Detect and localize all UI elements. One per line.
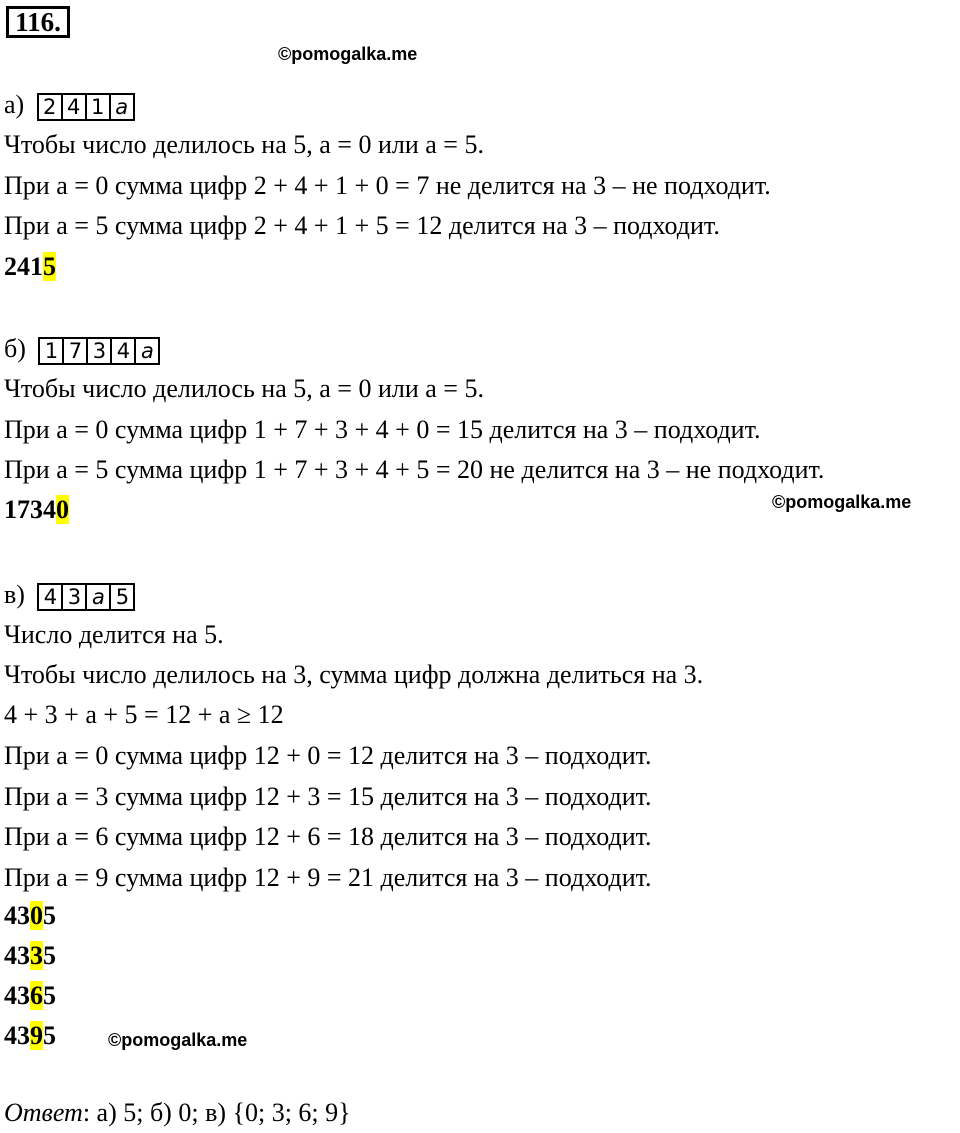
final-answer-label: Ответ — [4, 1098, 83, 1127]
part-c-line: При a = 0 сумма цифр 12 + 0 = 12 делится на 3 – подходит. — [4, 741, 652, 770]
digit-box: 2 — [37, 93, 63, 121]
part-c-line: При a = 9 сумма цифр 12 + 9 = 21 делится на 3 – подходит. — [4, 863, 652, 892]
part-c-answer: 4365 — [4, 981, 56, 1010]
part-c-digit-boxes — [37, 583, 133, 611]
digit-box: 4 — [37, 583, 63, 611]
digit-box: 7 — [62, 337, 88, 365]
part-c-line: Чтобы число делилось на 3, сумма цифр должна делиться на 3. — [4, 660, 704, 689]
digit-box: 3 — [86, 337, 112, 365]
final-answer-text: : а) 5; б) 0; в) {0; 3; 6; 9} — [82, 1098, 351, 1127]
digit-box: 4 — [61, 93, 87, 121]
part-c-line: При a = 6 сумма цифр 12 + 6 = 18 делится на 3 – подходит. — [4, 822, 652, 851]
part-c-line: Число делится на 5. — [4, 620, 224, 649]
part-c-answer: 4335 — [4, 941, 56, 970]
part-b-label: б) — [4, 334, 26, 363]
digit-box-variable: a — [109, 93, 135, 121]
digit-box: 3 — [61, 583, 87, 611]
part-b-answer: 17340 — [4, 495, 69, 524]
part-c-line: 4 + 3 + a + 5 = 12 + a ≥ 12 — [4, 700, 284, 729]
digit-box-variable: a — [85, 583, 111, 611]
part-b-header — [4, 334, 158, 365]
digit-box: 5 — [109, 583, 135, 611]
part-a-line: При a = 5 сумма цифр 2 + 4 + 1 + 5 = 12 делится на 3 – подходит. — [4, 211, 720, 240]
watermark: ©pomogalka.me — [772, 492, 912, 512]
part-c-header — [4, 580, 133, 611]
part-b-line: При a = 5 сумма цифр 1 + 7 + 3 + 4 + 5 = 20 не делится на 3 – не подходит. — [4, 455, 825, 484]
part-b-line: При a = 0 сумма цифр 1 + 7 + 3 + 4 + 0 = 15 делится на 3 – подходит. — [4, 415, 761, 444]
part-a-answer: 2415 — [4, 252, 56, 281]
digit-box: 1 — [38, 337, 64, 365]
part-c-label: в) — [4, 580, 25, 609]
part-b-line: Чтобы число делилось на 5, a = 0 или a = 5. — [4, 374, 484, 403]
part-a-label: а) — [4, 90, 25, 119]
part-a-line: При a = 0 сумма цифр 2 + 4 + 1 + 0 = 7 не делится на 3 – не подходит. — [4, 171, 771, 200]
part-a-line: Чтобы число делилось на 5, a = 0 или a = 5. — [4, 130, 484, 159]
watermark: ©pomogalka.me — [108, 1030, 248, 1050]
part-a-digit-boxes — [37, 93, 133, 121]
digit-box: 4 — [110, 337, 136, 365]
part-c-line: При a = 3 сумма цифр 12 + 3 = 15 делится на 3 – подходит. — [4, 782, 652, 811]
problem-number: 116. — [6, 6, 70, 38]
final-answer — [4, 1098, 351, 1128]
part-c-answer: 4395 — [4, 1021, 56, 1050]
digit-box: 1 — [85, 93, 111, 121]
digit-box-variable: a — [134, 337, 160, 365]
watermark: ©pomogalka.me — [278, 44, 418, 64]
part-b-digit-boxes — [38, 337, 158, 365]
part-a-header — [4, 90, 133, 121]
part-c-answer: 4305 — [4, 901, 56, 930]
